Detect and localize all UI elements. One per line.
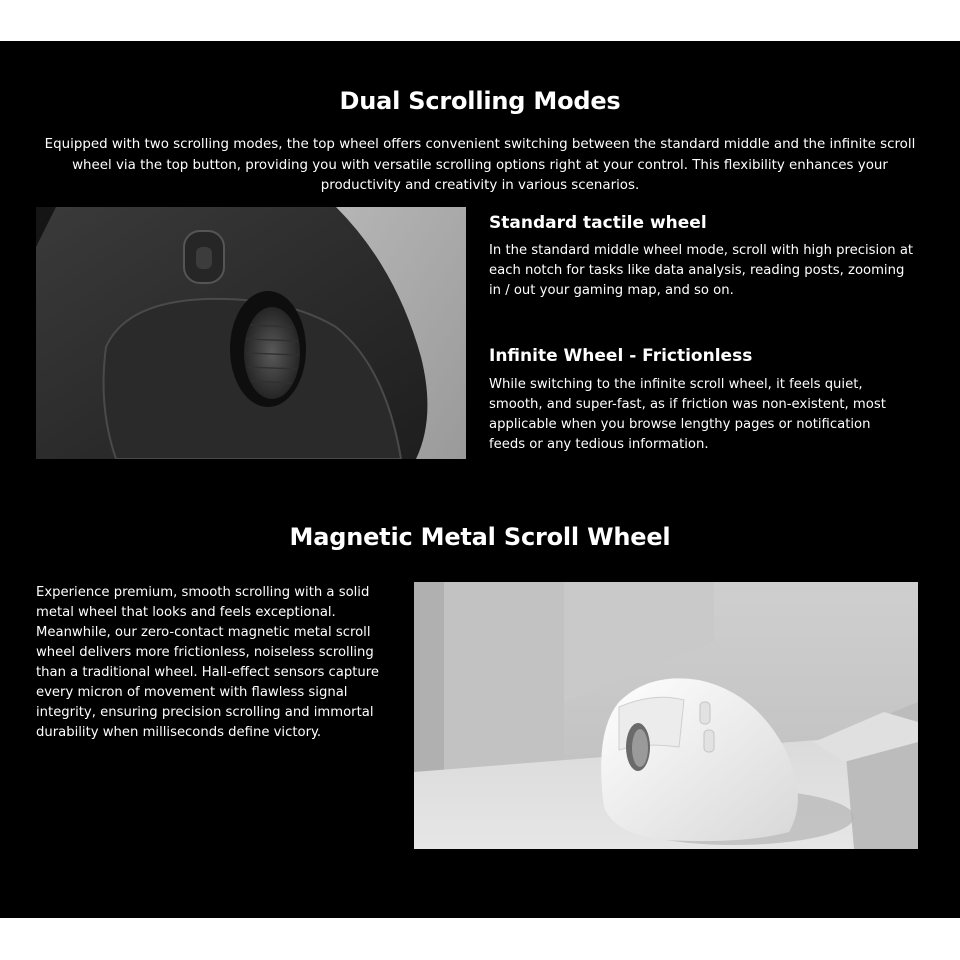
standard-wheel-description: In the standard middle wheel mode, scroll with high precision at each notch for tasks like data analysis, reading posts, zooming in / out your gaming map, and so on. [489, 243, 914, 298]
magnetic-wheel-description: Experience premium, smooth scrolling with a solid metal wheel that looks and feels exceptional. Meanwhile, our zero-contact magnetic metal scroll wheel delivers more frictionless, noiseless scrolling than a traditional wheel. Hall-effect sensors capture every micron of movement with flawless signal integrity, ensuring precision scrolling and immortal durability when milliseconds define victory. [36, 585, 380, 740]
infinite-wheel-title: Infinite Wheel - Frictionless [489, 346, 753, 366]
white-mouse-studio-image [414, 582, 918, 849]
black-mouse-closeup-image [36, 207, 466, 459]
product-feature-panel [0, 41, 960, 918]
infinite-wheel-description: While switching to the infinite scroll wheel, it feels quiet, smooth, and super-fast, as if friction was non-existent, most applicable when you browse lengthy pages or notification feeds or any tedious information. [489, 377, 886, 452]
dual-scrolling-title: Dual Scrolling Modes [339, 87, 621, 115]
dual-scrolling-intro: Equipped with two scrolling modes, the top wheel offers convenient switching between the standard middle and the infinite scroll wheel via the top button, providing you with versatile scrolling options right at your control. This flexibility enhances your productivity and creativity in various scenarios. [44, 137, 916, 193]
standard-wheel-title: Standard tactile wheel [489, 213, 707, 233]
magnetic-wheel-title: Magnetic Metal Scroll Wheel [289, 523, 671, 551]
